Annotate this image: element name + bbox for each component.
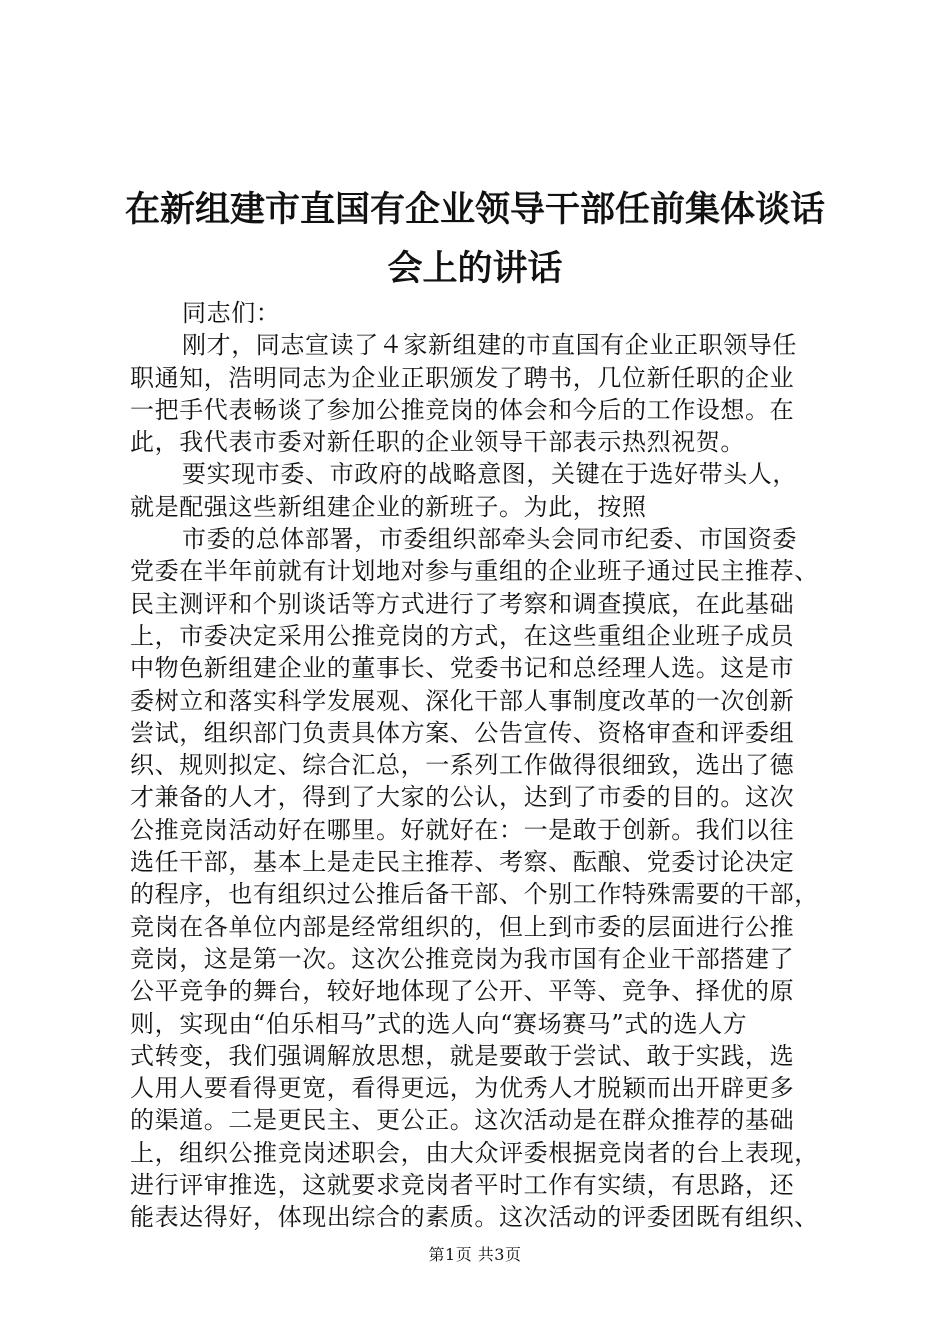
- body-line: 职通知，浩明同志为企业正职颁发了聘书，几位新任职的企业: [130, 363, 795, 392]
- body-line: 人用人要看得更宽，看得更远，为优秀人才脱颖而出开辟更多: [130, 1074, 795, 1103]
- body-line: 一把手代表畅谈了参加公推竞岗的体会和今后的工作设想。在: [130, 395, 795, 424]
- body-line: 公推竞岗活动好在哪里。好就好在：一是敢于创新。我们以往: [130, 815, 795, 844]
- body-line: 要实现市委、市政府的战略意图，关键在于选好带头人，: [182, 460, 797, 489]
- body-line: 上，市委决定采用公推竞岗的方式，在这些重组企业班子成员: [130, 621, 795, 650]
- salutation: 同志们：: [182, 299, 281, 327]
- body-line: 竞岗，这是第一次。这次公推竞岗为我市国有企业干部搭建了: [130, 944, 795, 973]
- body-line: 就是配强这些新组建企业的新班子。为此，按照: [130, 492, 647, 521]
- page-number-footer: 第1页 共3页: [428, 1245, 522, 1264]
- body-line: 此，我代表市委对新任职的企业领导干部表示热烈祝贺。: [130, 428, 745, 457]
- document-title-line-1: 在新组建市直国有企业领导干部任前集体谈话: [124, 190, 825, 230]
- body-line: 公平竞争的舞台，较好地体现了公开、平等、竞争、择优的原: [130, 977, 795, 1006]
- body-line: 的程序，也有组织过公推后备干部、个别工作特殊需要的干部，: [130, 880, 819, 909]
- body-line: 刚才，同志宣读了４家新组建的市直国有企业正职领导任: [182, 331, 797, 360]
- body-line: 才兼备的人才，得到了大家的公认，达到了市委的目的。这次: [130, 783, 795, 812]
- body-line: 民主测评和个别谈话等方式进行了考察和调查摸底，在此基础: [130, 589, 795, 618]
- document-title-line-2: 会上的讲话: [387, 249, 563, 289]
- body-line: 中物色新组建企业的董事长、党委书记和总经理人选。这是市: [130, 654, 795, 683]
- body-line: 进行评审推选，这就要求竞岗者平时工作有实绩，有思路，还: [130, 1171, 795, 1200]
- body-line: 竞岗在各单位内部是经常组织的，但上到市委的层面进行公推: [130, 912, 795, 941]
- body-line: 选任干部，基本上是走民主推荐、考察、酝酿、党委讨论决定: [130, 848, 795, 877]
- body-line: 市委的总体部署，市委组织部牵头会同市纪委、市国资委: [182, 525, 797, 554]
- body-line: 能表达得好，体现出综合的素质。这次活动的评委团既有组织、: [130, 1203, 819, 1232]
- body-line: 委树立和落实科学发展观、深化干部人事制度改革的一次创新: [130, 686, 795, 715]
- body-line: 党委在半年前就有计划地对参与重组的企业班子通过民主推荐、: [130, 557, 819, 586]
- document-body: [130, 297, 830, 1234]
- body-line: 织、规则拟定、综合汇总，一系列工作做得很细致，选出了德: [130, 751, 795, 780]
- body-line: 则，实现由“伯乐相马”式的选人向“赛场赛马”式的选人方: [130, 1009, 748, 1038]
- body-line: 上，组织公推竞岗述职会，由大众评委根据竞岗者的台上表现，: [130, 1138, 819, 1167]
- body-line: 尝试，组织部门负责具体方案、公告宣传、资格审查和评委组: [130, 718, 795, 747]
- body-line: 的渠道。二是更民主、更公正。这次活动是在群众推荐的基础: [130, 1106, 795, 1135]
- body-line: 式转变，我们强调解放思想，就是要敢于尝试、敢于实践，选: [130, 1041, 795, 1070]
